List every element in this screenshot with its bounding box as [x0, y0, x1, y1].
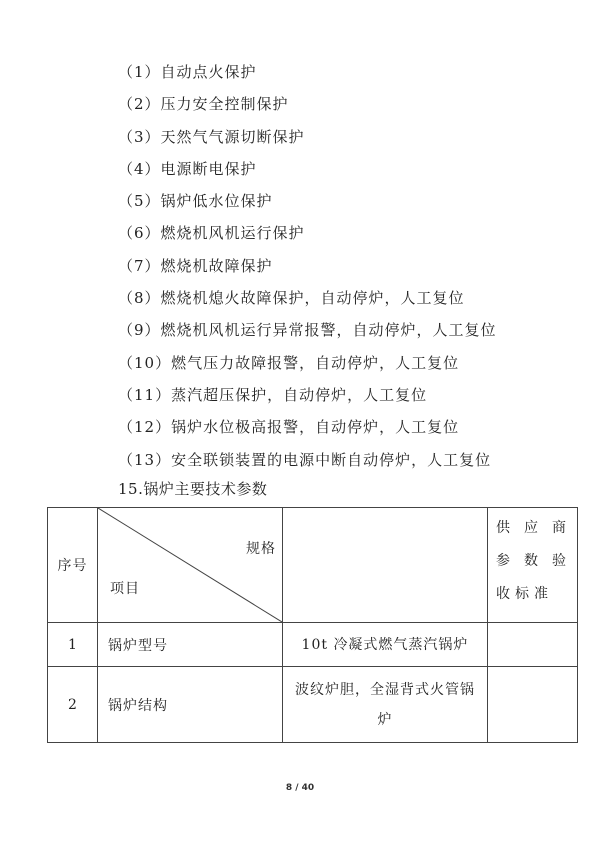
header-spec-cell: [283, 508, 488, 623]
section-heading: 15.锅炉主要技术参数: [118, 480, 268, 498]
list-item: （12）锅炉水位极高报警，自动停炉，人工复位: [118, 418, 460, 437]
header-diagonal-cell: [98, 508, 283, 623]
row-item: 锅炉型号: [98, 623, 283, 667]
list-item: （5）锅炉低水位保护: [118, 192, 273, 211]
page-number: 8 / 40: [285, 783, 315, 793]
list-item: （4）电源断电保护: [118, 159, 257, 178]
row-spec: 波纹炉胆，全湿背式火管锅炉: [283, 667, 488, 743]
row-number: 2: [48, 667, 98, 743]
row-item: 锅炉结构: [98, 667, 283, 743]
list-item: （8）燃烧机熄火故障保护，自动停炉，人工复位: [118, 289, 465, 308]
list-item: （9）燃烧机风机运行异常报警，自动停炉，人工复位: [118, 321, 497, 340]
header-vendor-cell: 供应商参数验收标准: [488, 508, 578, 623]
table-row: [48, 667, 578, 743]
list-item: （6）燃烧机风机运行保护: [118, 224, 305, 243]
row-vendor: [488, 667, 578, 743]
header-spec-label: 规格: [246, 541, 276, 557]
row-number: 1: [48, 623, 98, 667]
list-item: （13）安全联锁装置的电源中断自动停炉，人工复位: [118, 450, 492, 469]
row-spec: 10t 冷凝式燃气蒸汽锅炉: [283, 623, 488, 667]
row-vendor: [488, 623, 578, 667]
list-item: （11）蒸汽超压保护，自动停炉，人工复位: [118, 385, 428, 404]
header-item-label: 项目: [110, 581, 140, 597]
list-item: （2）压力安全控制保护: [118, 95, 289, 114]
list-item: （1）自动点火保护: [118, 63, 257, 81]
list-item: （7）燃烧机故障保护: [118, 256, 273, 275]
table-row: [48, 623, 578, 667]
table-header-row: [48, 508, 578, 623]
list-item: （10）燃气压力故障报警，自动停炉，人工复位: [118, 353, 460, 372]
header-seq-cell: 序号: [48, 508, 98, 623]
list-item: （3）天然气气源切断保护: [118, 127, 305, 146]
diagonal-line: [98, 508, 282, 622]
protection-list: [118, 56, 497, 476]
parameters-table: [47, 507, 578, 743]
